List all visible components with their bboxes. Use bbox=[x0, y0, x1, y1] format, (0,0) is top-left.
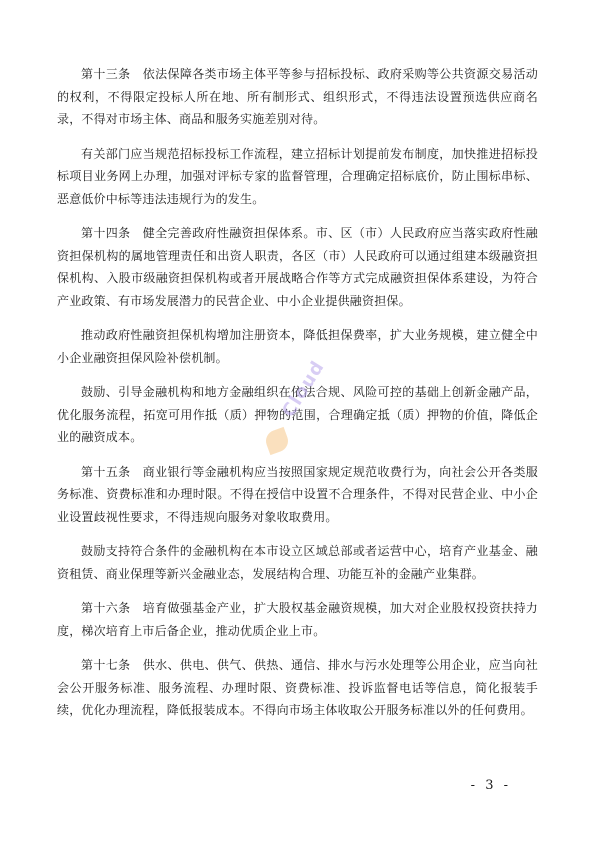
paragraph-article-15: 第十五条 商业银行等金融机构应当按照国家规定规范收费行为，向社会公开各类服务标准、资费标准和办理时限。不得在授信中设置不合理条件，不得对民营企业、中小企业设置歧视性要求，不得违规向服务对象收取费用。 bbox=[57, 464, 538, 524]
paragraph-financial-cluster: 鼓励支持符合条件的金融机构在本市设立区域总部或者运营中心，培育产业基金、融资租赁、商业保理等新兴金融业态，发展结构合理、功能互补的金融产业集群。 bbox=[57, 544, 538, 581]
document-body bbox=[57, 63, 538, 734]
watermark-text: Cloud bbox=[278, 357, 329, 422]
paragraph-article-16: 第十六条 培育做强基金产业，扩大股权基金融资规模，加大对企业股权投资扶持力度，梯次培育上市后备企业，推动优质企业上市。 bbox=[57, 601, 538, 638]
paragraph-article-13: 第十三条 依法保障各类市场主体平等参与招标投标、政府采购等公共资源交易活动的权利，不得限定投标人所在地、所有制形式、组织形式，不得违法设置预选供应商名录，不得对市场主体、商品和服务实施差别对待。 bbox=[57, 67, 538, 126]
paragraph-article-14: 第十四条 健全完善政府性融资担保体系。市、区（市）人民政府应当落实政府性融资担保机构的属地管理责任和出资人职责，各区（市）人民政府可以通过组建本级融资担保机构、入股市级融资担保机构或者开展战略合作等方式完成融资担保体系建设，为符合产业政策、有市场发展潜力的民营企业、中小企业提供融资担保。 bbox=[57, 226, 538, 308]
paragraph-financial-innovation: 鼓励、引导金融机构和地方金融组织在依法合规、风险可控的基础上创新金融产品，优化服务流程，拓宽可用作抵（质）押物的范围，合理确定抵（质）押物的价值，降低企业的融资成本。 bbox=[57, 385, 538, 444]
paragraph-bidding-process: 有关部门应当规范招标投标工作流程，建立招标计划提前发布制度，加快推进招标投标项目业务网上办理，加强对评标专家的监督管理，合理确定招标底价，防止围标串标、恶意低价中标等违法违规行为的发生。 bbox=[57, 146, 538, 206]
paragraph-article-17: 第十七条 供水、供电、供气、供热、通信、排水与污水处理等公用企业，应当向社会公开服务标准、服务流程、办理时限、资费标准、投诉监督电话等信息，简化报装手续，优化办理流程，降低报装成本。不得向市场主体收取公开服务标准以外的任何费用。 bbox=[57, 658, 538, 717]
paragraph-guarantee-capital: 推动政府性融资担保机构增加注册资本，降低担保费率，扩大业务规模，建立健全中小企业融资担保风险补偿机制。 bbox=[57, 328, 538, 365]
page-number: - 3 - bbox=[470, 778, 511, 793]
